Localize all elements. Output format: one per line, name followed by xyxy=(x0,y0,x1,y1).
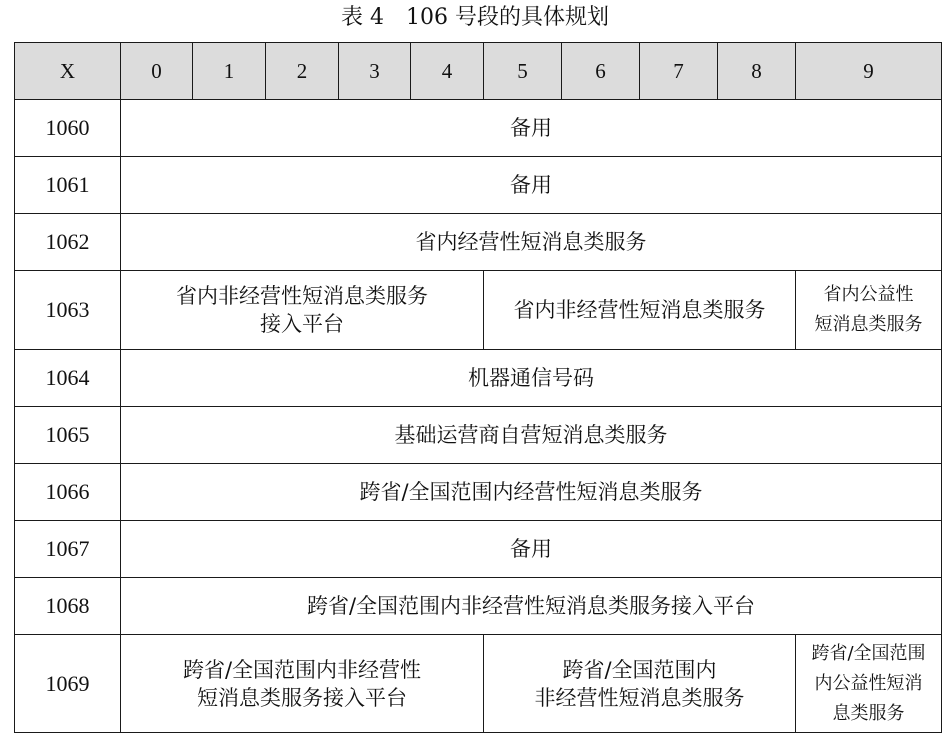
row-code: 1060 xyxy=(15,100,121,157)
allocation-cell: 备用 xyxy=(121,100,942,157)
row-code: 1065 xyxy=(15,407,121,464)
number-segment-plan-table xyxy=(14,42,942,733)
header-col-9: 9 xyxy=(796,43,942,100)
cell-line: 短消息类服务 xyxy=(814,314,923,335)
allocation-cell: 跨省/全国范围内非经营性短消息类服务接入平台 xyxy=(121,578,942,635)
header-row xyxy=(15,43,942,100)
table-row xyxy=(15,214,942,271)
header-col-4: 4 xyxy=(411,43,484,100)
cell-line: 跨省/全国范围 xyxy=(811,642,926,664)
cell-line: 省内公益性 xyxy=(823,284,914,305)
allocation-cell: 备用 xyxy=(121,521,942,578)
cell-line: 非经营性短消息类服务 xyxy=(534,685,745,710)
table-row xyxy=(15,521,942,578)
allocation-cell: 省内经营性短消息类服务 xyxy=(121,214,942,271)
table-row xyxy=(15,635,942,733)
cell-line: 内公益性短消 xyxy=(814,672,923,694)
row-code: 1064 xyxy=(15,350,121,407)
table-row xyxy=(15,157,942,214)
table-row xyxy=(15,350,942,407)
row-code: 1061 xyxy=(15,157,121,214)
cell-line: 短消息类服务接入平台 xyxy=(197,685,407,710)
table-row xyxy=(15,578,942,635)
table-row xyxy=(15,271,942,350)
table-row xyxy=(15,407,942,464)
allocation-cell xyxy=(121,271,484,350)
allocation-cell: 跨省/全国范围内经营性短消息类服务 xyxy=(121,464,942,521)
cell-line: 跨省/全国范围内 xyxy=(562,657,717,682)
allocation-cell: 机器通信号码 xyxy=(121,350,942,407)
header-col-8: 8 xyxy=(718,43,796,100)
header-col-1: 1 xyxy=(193,43,266,100)
header-x: X xyxy=(15,43,121,100)
header-col-3: 3 xyxy=(339,43,411,100)
table-caption: 表 4 106 号段的具体规划 xyxy=(341,5,609,30)
header-col-0: 0 xyxy=(121,43,193,100)
header-col-7: 7 xyxy=(640,43,718,100)
row-code: 1066 xyxy=(15,464,121,521)
row-code: 1062 xyxy=(15,214,121,271)
allocation-cell: 基础运营商自营短消息类服务 xyxy=(121,407,942,464)
cell-line: 跨省/全国范围内非经营性 xyxy=(182,657,422,682)
header-col-5: 5 xyxy=(484,43,562,100)
row-code: 1067 xyxy=(15,521,121,578)
allocation-cell: 备用 xyxy=(121,157,942,214)
row-code: 1069 xyxy=(15,635,121,733)
allocation-cell xyxy=(121,635,484,733)
header-col-2: 2 xyxy=(266,43,339,100)
header-col-6: 6 xyxy=(562,43,640,100)
cell-line: 省内非经营性短消息类服务 xyxy=(176,284,428,308)
cell-line: 接入平台 xyxy=(260,312,344,336)
allocation-cell xyxy=(796,271,942,350)
allocation-cell xyxy=(796,635,942,733)
table-row xyxy=(15,464,942,521)
allocation-cell xyxy=(484,635,796,733)
row-code: 1063 xyxy=(15,271,121,350)
allocation-cell: 省内非经营性短消息类服务 xyxy=(484,271,796,350)
table-row xyxy=(15,100,942,157)
cell-line: 息类服务 xyxy=(832,702,905,724)
row-code: 1068 xyxy=(15,578,121,635)
